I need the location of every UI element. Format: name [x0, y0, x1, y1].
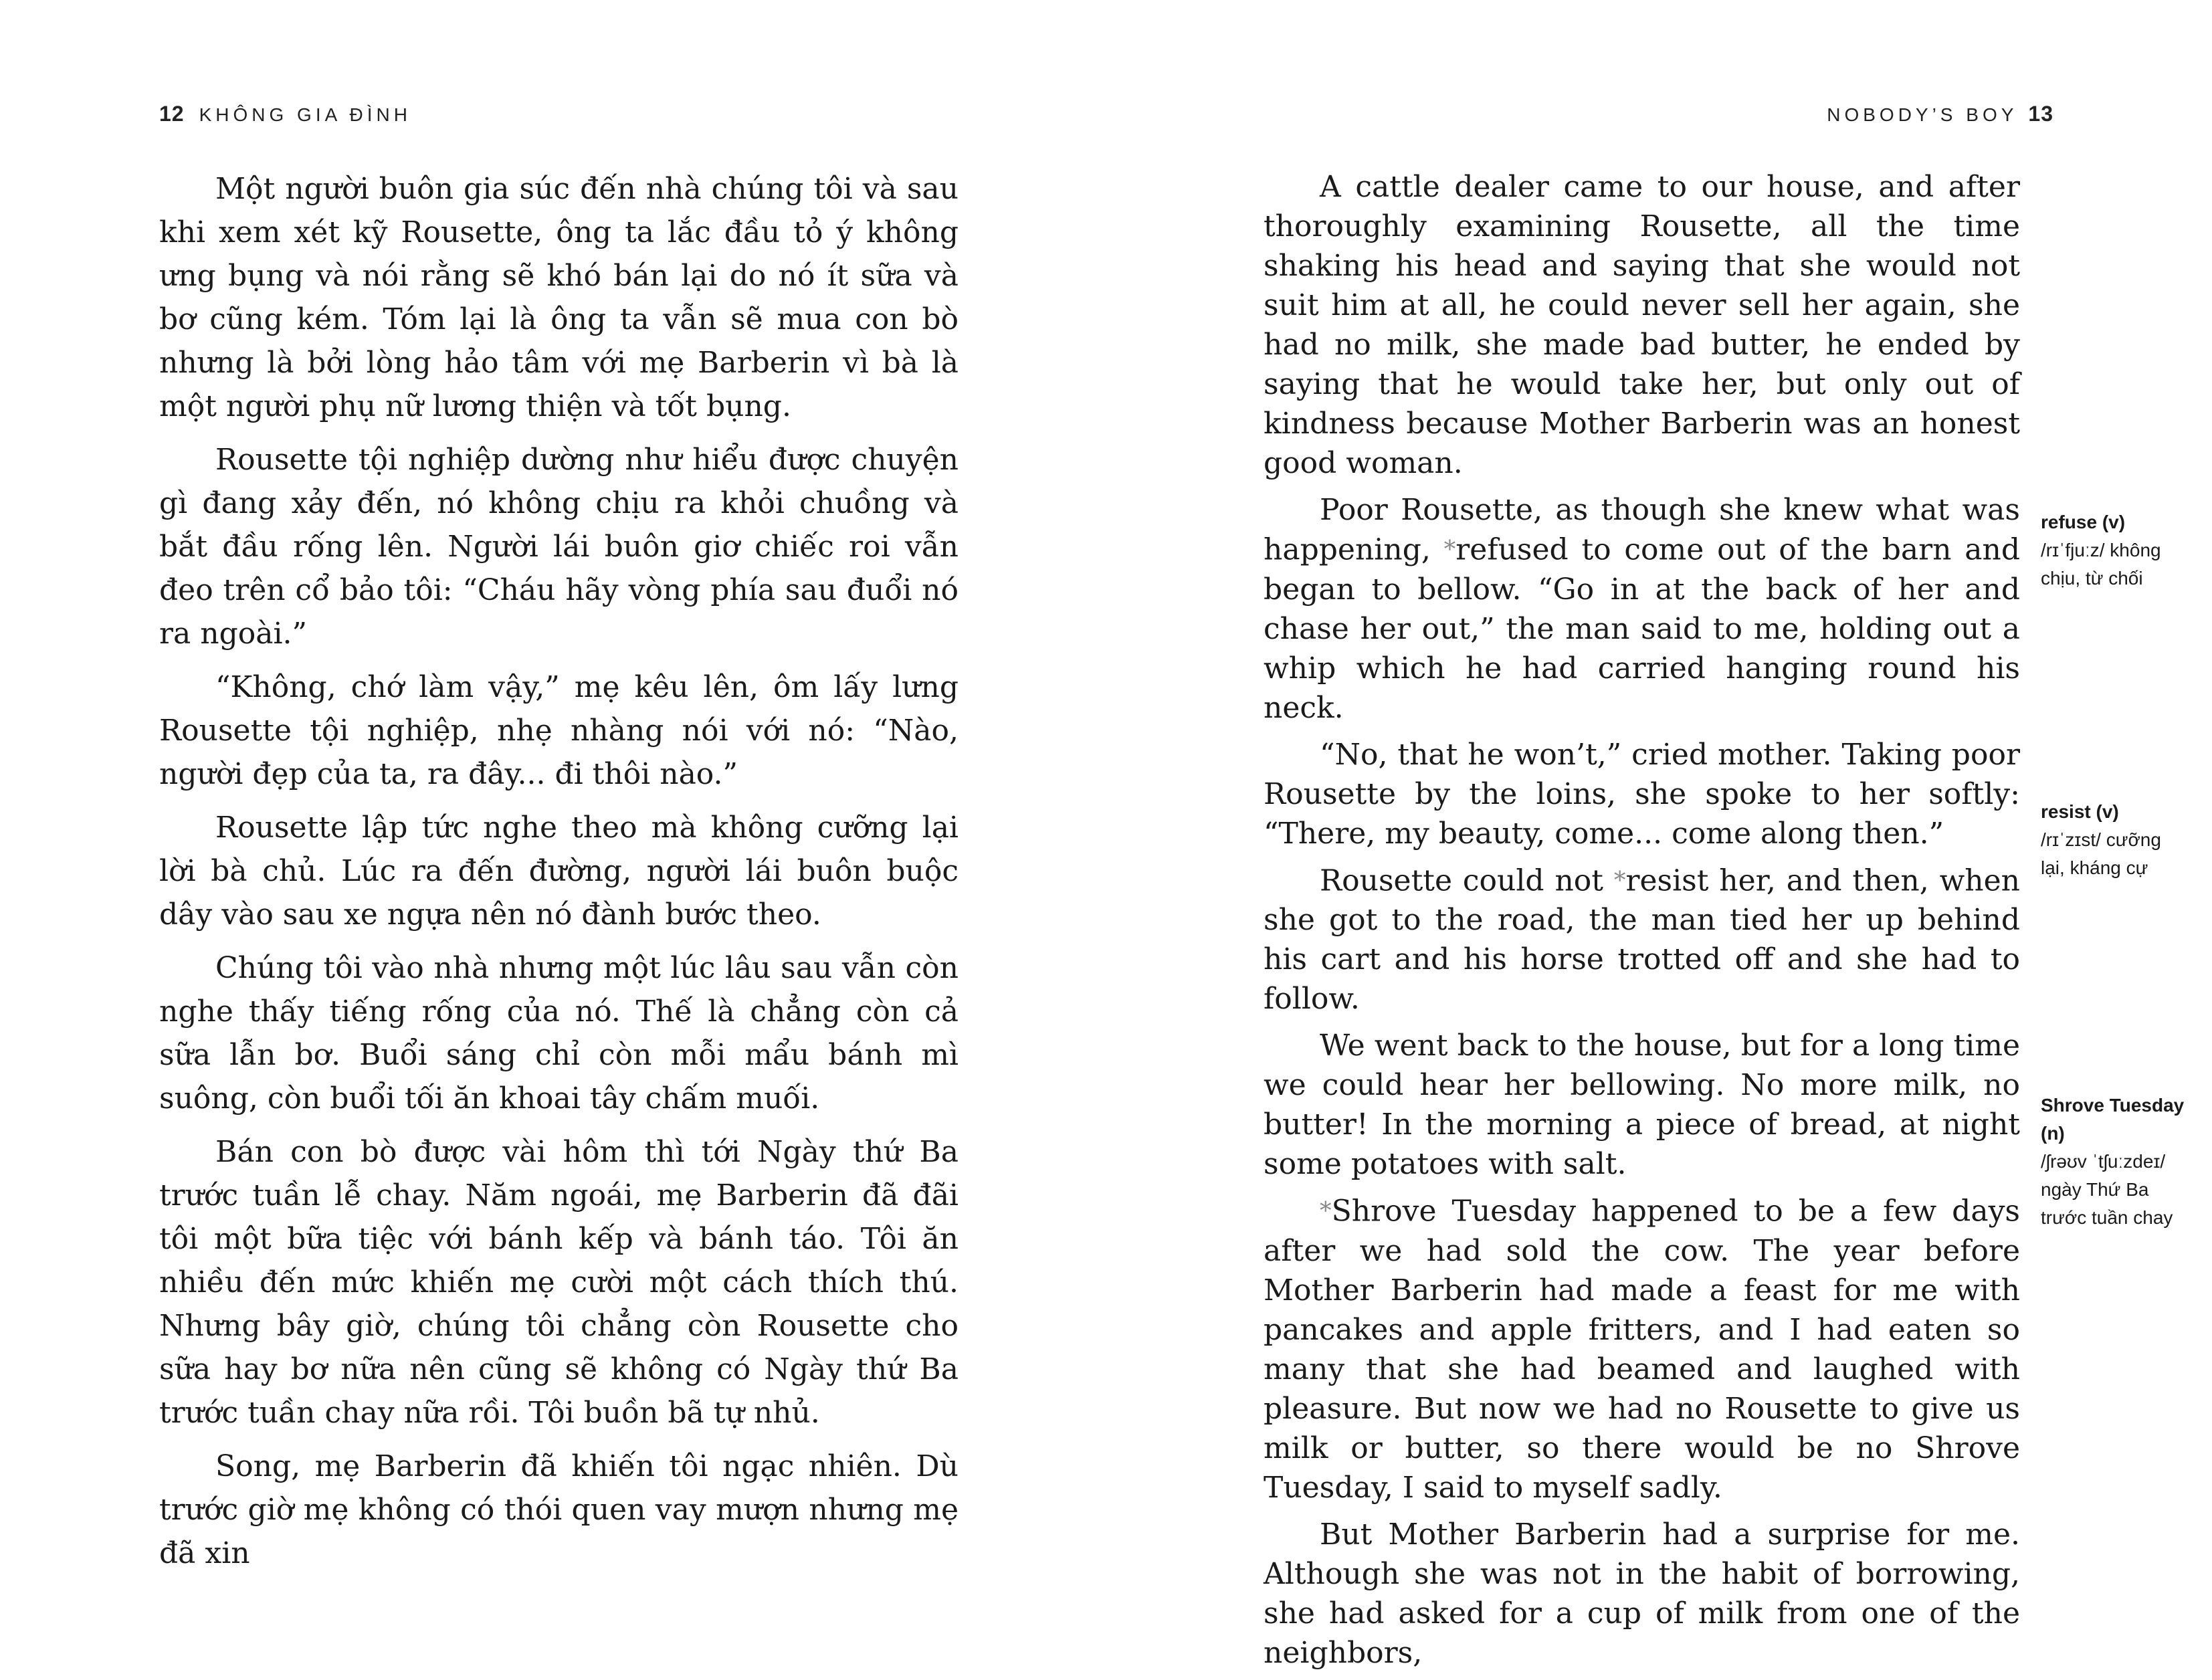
- left-paragraph: Rousette tội nghiệp dường như hiểu được chuyện gì đang xảy đến, nó không chịu ra khỏi chuồng và bắt đầu rống lên. Người lái buôn giơ chiếc roi vẫn đeo trên cổ bảo tôi: “Cháu hãy vòng phía sau đuổi nó ra ngoài.”: [159, 443, 959, 651]
- glossary-definition: /rɪˈfjuːz/ không chịu, từ chối: [2041, 540, 2161, 589]
- right-page: [1106, 0, 2212, 1670]
- right-running-title: NOBODY’S BOY: [1827, 104, 2018, 125]
- glossary-marker: *: [1320, 1197, 1332, 1225]
- left-paragraph: Chúng tôi vào nhà nhưng một lúc lâu sau vẫn còn nghe thấy tiếng rống của nó. Thế là chẳng còn cả sữa lẫn bơ. Buổi sáng chỉ còn mỗi mẩu bánh mì suông, còn buổi tối ăn khoai tây chấm muối.: [159, 951, 959, 1116]
- left-running-title: KHÔNG GIA ĐÌNH: [199, 104, 411, 125]
- glossary-note: [2041, 798, 2188, 882]
- right-page-number: 13: [2028, 102, 2053, 126]
- right-running-head: [1827, 102, 2053, 126]
- glossary-marker: *: [1443, 536, 1456, 563]
- left-running-head: [159, 102, 411, 126]
- left-page: [0, 0, 1106, 1619]
- left-page-number: 12: [159, 102, 185, 126]
- left-paragraph: Song, mẹ Barberin đã khiến tôi ngạc nhiên. Dù trước giờ mẹ không có thói quen vay mượn nhưng mẹ đã xin: [159, 1449, 959, 1570]
- paragraph-text: refused to come out of the barn and began to bellow. “Go in at the back of her and chase her out,” the man said to me, holding out a whip which he had carried hanging round his neck.: [1264, 532, 2021, 725]
- left-paragraph: Bán con bò được vài hôm thì tới Ngày thứ Ba trước tuần lễ chay. Năm ngoái, mẹ Barberin đã đãi tôi một bữa tiệc với bánh kếp và bánh táo. Tôi ăn nhiều đến mức khiến mẹ cười một cách thích thú. Nhưng bây giờ, chúng tôi chẳng còn Rousette cho sữa hay bơ nữa nên cũng sẽ không có Ngày thứ Ba trước tuần chay nữa rồi. Tôi buồn bã tự nhủ.: [159, 1135, 959, 1430]
- right-paragraph: [1264, 490, 2020, 728]
- glossary-definition: /rɪˈzɪst/ cưỡng lại, kháng cự: [2041, 829, 2161, 878]
- right-paragraph: We went back to the house, but for a long time we could hear her bellowing. No more milk, no butter! In the morning a piece of bread, at night some potatoes with salt.: [1264, 1029, 2020, 1182]
- glossary-note: [2041, 508, 2188, 593]
- right-paragraph: But Mother Barberin had a surprise for me. Although she was not in the habit of borrowing, she had asked for a cup of milk from one of the neighbors,: [1264, 1517, 2020, 1670]
- glossary-term: refuse (v): [2041, 512, 2126, 532]
- left-paragraph: “Không, chớ làm vậy,” mẹ kêu lên, ôm lấy lưng Rousette tội nghiệp, nhẹ nhàng nói với nó: “Nào, người đẹp của ta, ra đây... đi thôi nào.”: [159, 670, 959, 791]
- paragraph-text: resist her, and then, when she got to the road, the man tied her up behind his cart and his horse trotted off and she had to follow.: [1264, 863, 2020, 1017]
- glossary-marker: *: [1613, 866, 1626, 894]
- right-paragraph: “No, that he won’t,” cried mother. Taking poor Rousette by the loins, she spoke to her softly: “There, my beauty, come... come along then.”: [1264, 737, 2020, 851]
- left-paragraph: Một người buôn gia súc đến nhà chúng tôi và sau khi xem xét kỹ Rousette, ông ta lắc đầu tỏ ý không ưng bụng và nói rằng sẽ khó bán lại do nó ít sữa và bơ cũng kém. Tóm lại là ông ta vẫn sẽ mua con bò nhưng là bởi lòng hảo tâm với mẹ Barberin vì bà là một người phụ nữ lương thiện và tốt bụng.: [159, 172, 959, 423]
- right-paragraph: [1264, 1191, 2020, 1507]
- glossary-term: resist (v): [2041, 801, 2119, 822]
- paragraph-text: Shrove Tuesday happened to be a few days after we had sold the cow. The year before Mother Barberin had made a feast for me with pancakes and apple fritters, and I had eaten so many that she had beamed and laughed with pleasure. But now we had no Rousette to give us milk or butter, so there would be no Shrove Tuesday, I said to myself sadly.: [1264, 1194, 2020, 1505]
- glossary-definition: /ʃrəʊv ˈtʃuːzdeɪ/ ngày Thứ Ba trước tuần chay: [2041, 1151, 2173, 1228]
- left-body-text: [159, 167, 959, 1585]
- left-paragraph: Rousette lập tức nghe theo mà không cưỡng lại lời bà chủ. Lúc ra đến đường, người lái buôn buộc dây vào sau xe ngựa nên nó đành bước theo.: [159, 811, 959, 932]
- paragraph-text: Poor Rousette, as though she knew what was happening,: [1264, 493, 2020, 567]
- glossary-note: [2041, 1091, 2188, 1232]
- right-paragraph: [1264, 861, 2020, 1019]
- glossary-term: Shrove Tuesday (n): [2041, 1095, 2185, 1144]
- right-body-text: [1264, 167, 2020, 1680]
- paragraph-text: Rousette could not: [1320, 863, 1614, 898]
- right-paragraph: A cattle dealer came to our house, and after thoroughly examining Rousette, all the time shaking his head and saying that she would not suit him at all, he could never sell her again, she had no milk, she made bad butter, he ended by saying that he would take her, but only out of kindness because Mother Barberin was an honest good woman.: [1264, 170, 2020, 480]
